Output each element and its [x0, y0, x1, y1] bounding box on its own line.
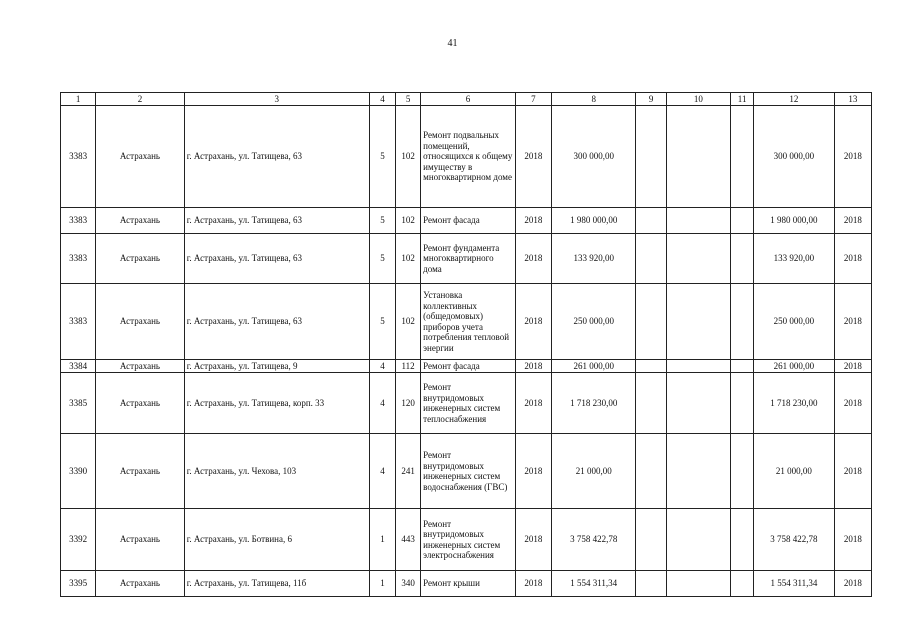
- cell-year-end: 2018: [834, 284, 871, 360]
- cell-city: Астрахань: [96, 284, 185, 360]
- column-header: 7: [515, 93, 551, 106]
- cell-col4: 4: [369, 360, 395, 373]
- table-row: [61, 360, 872, 373]
- cell-col10: [666, 106, 730, 208]
- cell-year: 2018: [515, 509, 551, 571]
- cell-col5: 102: [396, 234, 421, 284]
- cell-col10: [666, 234, 730, 284]
- cell-col5: 112: [396, 360, 421, 373]
- table-row: [61, 571, 872, 597]
- cell-work-type: Ремонт фундамента многоквартирного дома: [421, 234, 516, 284]
- cell-amount-total: 261 000,00: [754, 360, 834, 373]
- cell-year: 2018: [515, 373, 551, 434]
- cell-col4: 5: [369, 106, 395, 208]
- column-header: 13: [834, 93, 871, 106]
- cell-year: 2018: [515, 571, 551, 597]
- cell-year: 2018: [515, 106, 551, 208]
- cell-id: 3383: [61, 208, 96, 234]
- cell-id: 3395: [61, 571, 96, 597]
- cell-work-type: Ремонт внутридомовых инженерных систем электроснабжения: [421, 509, 516, 571]
- cell-year-end: 2018: [834, 234, 871, 284]
- cell-year: 2018: [515, 360, 551, 373]
- cell-address: г. Астрахань, ул. Татищева, корп. 33: [184, 373, 369, 434]
- cell-amount-total: 21 000,00: [754, 434, 834, 509]
- cell-col5: 102: [396, 106, 421, 208]
- cell-col9: [636, 571, 666, 597]
- cell-city: Астрахань: [96, 234, 185, 284]
- cell-id: 3383: [61, 284, 96, 360]
- cell-amount-total: 133 920,00: [754, 234, 834, 284]
- table-row: [61, 284, 872, 360]
- cell-col4: 4: [369, 373, 395, 434]
- cell-work-type: Установка коллективных (общедомовых) приборов учета потребления тепловой энергии: [421, 284, 516, 360]
- cell-amount: 133 920,00: [551, 234, 636, 284]
- cell-address: г. Астрахань, ул. Чехова, 103: [184, 434, 369, 509]
- cell-year: 2018: [515, 434, 551, 509]
- cell-year: 2018: [515, 234, 551, 284]
- cell-col5: 241: [396, 434, 421, 509]
- table-row: [61, 509, 872, 571]
- cell-col11: [731, 208, 754, 234]
- repair-program-table: [60, 92, 872, 597]
- cell-id: 3390: [61, 434, 96, 509]
- cell-col9: [636, 234, 666, 284]
- table-row: [61, 208, 872, 234]
- cell-city: Астрахань: [96, 373, 185, 434]
- cell-amount: 300 000,00: [551, 106, 636, 208]
- cell-amount: 21 000,00: [551, 434, 636, 509]
- cell-work-type: Ремонт внутридомовых инженерных систем теплоснабжения: [421, 373, 516, 434]
- cell-year-end: 2018: [834, 360, 871, 373]
- cell-address: г. Астрахань, ул. Татищева, 63: [184, 234, 369, 284]
- cell-col5: 443: [396, 509, 421, 571]
- column-header: 9: [636, 93, 666, 106]
- cell-col4: 1: [369, 571, 395, 597]
- cell-col9: [636, 106, 666, 208]
- cell-city: Астрахань: [96, 509, 185, 571]
- table-row: [61, 234, 872, 284]
- cell-city: Астрахань: [96, 208, 185, 234]
- cell-col10: [666, 434, 730, 509]
- cell-amount: 1 554 311,34: [551, 571, 636, 597]
- cell-amount: 1 980 000,00: [551, 208, 636, 234]
- cell-amount-total: 300 000,00: [754, 106, 834, 208]
- cell-amount-total: 1 980 000,00: [754, 208, 834, 234]
- cell-year-end: 2018: [834, 373, 871, 434]
- cell-city: Астрахань: [96, 360, 185, 373]
- cell-col5: 340: [396, 571, 421, 597]
- cell-col10: [666, 360, 730, 373]
- column-header: 11: [731, 93, 754, 106]
- cell-col10: [666, 571, 730, 597]
- cell-col4: 5: [369, 234, 395, 284]
- cell-id: 3383: [61, 234, 96, 284]
- column-header: 3: [184, 93, 369, 106]
- cell-amount-total: 1 718 230,00: [754, 373, 834, 434]
- cell-col11: [731, 234, 754, 284]
- cell-col11: [731, 284, 754, 360]
- cell-amount-total: 1 554 311,34: [754, 571, 834, 597]
- table-header-row: [61, 93, 872, 106]
- cell-amount: 261 000,00: [551, 360, 636, 373]
- cell-address: г. Астрахань, ул. Татищева, 63: [184, 284, 369, 360]
- cell-col11: [731, 571, 754, 597]
- column-header: 10: [666, 93, 730, 106]
- cell-work-type: Ремонт крыши: [421, 571, 516, 597]
- cell-col11: [731, 509, 754, 571]
- cell-col9: [636, 208, 666, 234]
- cell-work-type: Ремонт внутридомовых инженерных систем водоснабжения (ГВС): [421, 434, 516, 509]
- column-header: 6: [421, 93, 516, 106]
- cell-address: г. Астрахань, ул. Татищева, 9: [184, 360, 369, 373]
- cell-col11: [731, 373, 754, 434]
- cell-year: 2018: [515, 284, 551, 360]
- cell-amount: 3 758 422,78: [551, 509, 636, 571]
- cell-col10: [666, 284, 730, 360]
- cell-col4: 1: [369, 509, 395, 571]
- cell-col11: [731, 434, 754, 509]
- cell-id: 3384: [61, 360, 96, 373]
- cell-year-end: 2018: [834, 434, 871, 509]
- cell-col11: [731, 360, 754, 373]
- table-row: [61, 106, 872, 208]
- cell-col10: [666, 509, 730, 571]
- cell-amount-total: 3 758 422,78: [754, 509, 834, 571]
- cell-col4: 4: [369, 434, 395, 509]
- cell-col5: 120: [396, 373, 421, 434]
- cell-amount-total: 250 000,00: [754, 284, 834, 360]
- cell-col9: [636, 373, 666, 434]
- cell-col10: [666, 208, 730, 234]
- column-header: 1: [61, 93, 96, 106]
- table-row: [61, 373, 872, 434]
- cell-year-end: 2018: [834, 571, 871, 597]
- cell-col5: 102: [396, 284, 421, 360]
- cell-col9: [636, 360, 666, 373]
- cell-address: г. Астрахань, ул. Татищева, 11б: [184, 571, 369, 597]
- cell-amount: 1 718 230,00: [551, 373, 636, 434]
- cell-col11: [731, 106, 754, 208]
- cell-col9: [636, 509, 666, 571]
- cell-col4: 5: [369, 208, 395, 234]
- cell-year-end: 2018: [834, 208, 871, 234]
- cell-col10: [666, 373, 730, 434]
- table-row: [61, 434, 872, 509]
- cell-col4: 5: [369, 284, 395, 360]
- cell-id: 3392: [61, 509, 96, 571]
- cell-amount: 250 000,00: [551, 284, 636, 360]
- column-header: 12: [754, 93, 834, 106]
- cell-work-type: Ремонт фасада: [421, 360, 516, 373]
- column-header: 5: [396, 93, 421, 106]
- cell-col5: 102: [396, 208, 421, 234]
- cell-address: г. Астрахань, ул. Татищева, 63: [184, 106, 369, 208]
- cell-city: Астрахань: [96, 106, 185, 208]
- cell-id: 3383: [61, 106, 96, 208]
- column-header: 8: [551, 93, 636, 106]
- page-number: 41: [447, 38, 458, 49]
- cell-address: г. Астрахань, ул. Татищева, 63: [184, 208, 369, 234]
- cell-year: 2018: [515, 208, 551, 234]
- cell-city: Астрахань: [96, 434, 185, 509]
- cell-address: г. Астрахань, ул. Ботвина, 6: [184, 509, 369, 571]
- cell-work-type: Ремонт подвальных помещений, относящихся к общему имуществу в многоквартирном доме: [421, 106, 516, 208]
- column-header: 2: [96, 93, 185, 106]
- cell-col9: [636, 434, 666, 509]
- cell-year-end: 2018: [834, 106, 871, 208]
- cell-work-type: Ремонт фасада: [421, 208, 516, 234]
- cell-city: Астрахань: [96, 571, 185, 597]
- column-header: 4: [369, 93, 395, 106]
- cell-year-end: 2018: [834, 509, 871, 571]
- cell-id: 3385: [61, 373, 96, 434]
- cell-col9: [636, 284, 666, 360]
